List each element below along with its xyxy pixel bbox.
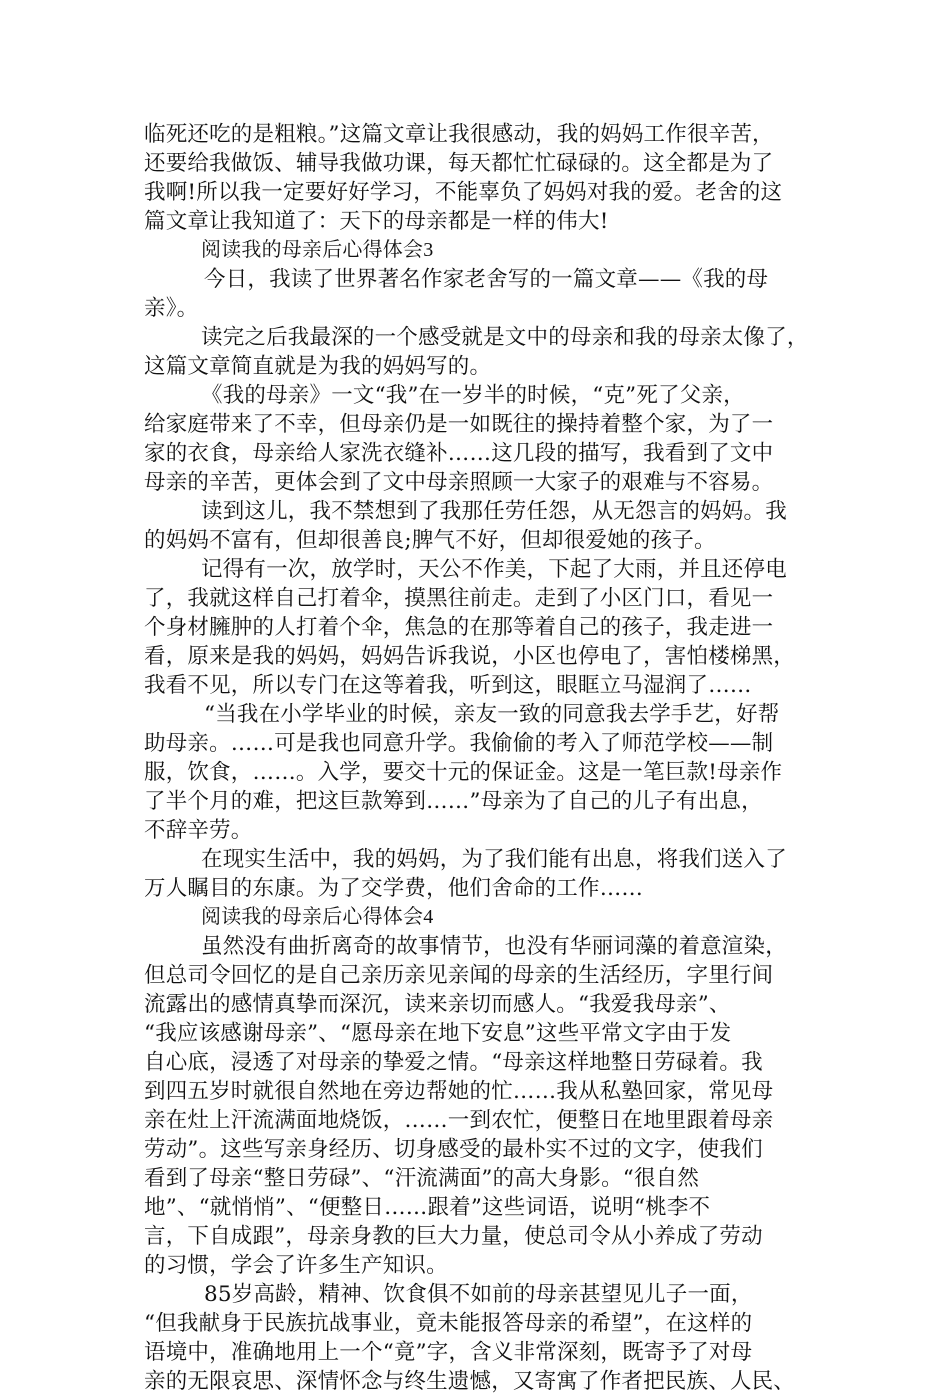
text-line: 亲在灶上汗流满面地烧饭，……一到农忙，便整日在地里跟着母亲 bbox=[144, 1108, 774, 1133]
text-line: 地”、“就悄悄”、“便整日……跟着”这些词语，说明“桃李不 bbox=[144, 1195, 711, 1220]
paragraph-first-line: 读完之后我最深的一个感受就是文中的母亲和我的母亲太像了， bbox=[201, 325, 809, 350]
text-line: 不辞辛劳。 bbox=[144, 818, 253, 843]
text-line: 这篇文章简直就是为我的妈妈写的。 bbox=[144, 354, 492, 379]
text-line: 的妈妈不富有，但却很善良;脾气不好，但却很爱她的孩子。 bbox=[144, 528, 716, 553]
text-line: 看，原来是我的妈妈，妈妈告诉我说，小区也停电了，害怕楼梯黑， bbox=[144, 644, 796, 669]
text-line: 还要给我做饭、辅导我做功课，每天都忙忙碌碌的。这全都是为了 bbox=[144, 151, 774, 176]
text-line: 言，下自成跟”，母亲身教的巨大力量，使总司令从小养成了劳动 bbox=[144, 1224, 763, 1249]
paragraph-first-line: 记得有一次，放学时，天公不作美，下起了大雨，并且还停电 bbox=[201, 557, 787, 582]
paragraph-first-line: 在现实生活中，我的妈妈，为了我们能有出息，将我们送入了 bbox=[201, 847, 787, 872]
text-line: 劳动”。这些写亲身经历、切身感受的最朴实不过的文字，使我们 bbox=[144, 1137, 763, 1162]
text-line: 流露出的感情真挚而深沉，读来亲切而感人。“我爱我母亲”、 bbox=[144, 992, 731, 1017]
section-heading: 阅读我的母亲后心得体会3 bbox=[201, 239, 434, 261]
paragraph-first-line: 85岁高龄，精神、饮食俱不如前的母亲甚望见儿子一面， bbox=[204, 1282, 753, 1307]
text-line: 万人瞩目的东康。为了交学费，他们舍命的工作…… bbox=[144, 876, 644, 901]
document-page bbox=[144, 120, 824, 1396]
text-line: 但总司令回忆的是自己亲历亲见亲闻的母亲的生活经历，字里行间 bbox=[144, 963, 774, 988]
text-line: 自心底，浸透了对母亲的挚爱之情。“母亲这样地整日劳碌着。我 bbox=[144, 1050, 763, 1075]
text-line: 给家庭带来了不幸，但母亲仍是一如既往的操持着整个家，为了一 bbox=[144, 412, 774, 437]
section-heading: 阅读我的母亲后心得体会4 bbox=[201, 906, 434, 928]
text-line: 亲的无限哀思、深情怀念与终生遗憾，又寄寓了作者把民族、人民、 bbox=[144, 1369, 796, 1394]
text-line: 了半个月的难，把这巨款筹到……”母亲为了自己的儿子有出息， bbox=[144, 789, 763, 814]
paragraph-first-line: 虽然没有曲折离奇的故事情节，也没有华丽词藻的着意渲染， bbox=[201, 934, 787, 959]
text-line: 临死还吃的是粗粮。”这篇文章让我很感动，我的妈妈工作很辛苦， bbox=[144, 122, 774, 147]
text-line: 母亲的辛苦，更体会到了文中母亲照顾一大家子的艰难与不容易。 bbox=[144, 470, 774, 495]
text-line: 我啊!所以我一定要好好学习，不能辜负了妈妈对我的爱。老舍的这 bbox=[144, 180, 783, 205]
text-line: 家的衣食，母亲给人家洗衣缝补……这几段的描写，我看到了文中 bbox=[144, 441, 774, 466]
paragraph-first-line: 读到这儿，我不禁想到了我那任劳任怨，从无怨言的妈妈。我 bbox=[201, 499, 787, 524]
text-line: 个身材臃肿的人打着个伞，焦急的在那等着自己的孩子，我走进一 bbox=[144, 615, 774, 640]
text-line: 亲》。 bbox=[144, 296, 199, 321]
text-line: “我应该感谢母亲”、“愿母亲在地下安息”这些平常文字由于发 bbox=[144, 1021, 732, 1046]
text-line: 篇文章让我知道了：天下的母亲都是一样的伟大! bbox=[144, 209, 609, 234]
paragraph-first-line: 今日，我读了世界著名作家老舍写的一篇文章——《我的母 bbox=[204, 267, 769, 292]
text-line: “但我献身于民族抗战事业，竟未能报答母亲的希望”，在这样的 bbox=[144, 1311, 753, 1336]
text-line: 了，我就这样自己打着伞，摸黑往前走。走到了小区门口，看见一 bbox=[144, 586, 774, 611]
text-line: 语境中，准确地用上一个“竟”字，含义非常深刻，既寄予了对母 bbox=[144, 1340, 753, 1365]
text-line: 到四五岁时就很自然地在旁边帮她的忙……我从私塾回家，常见母 bbox=[144, 1079, 774, 1104]
paragraph-first-line: “当我在小学毕业的时候，亲友一致的同意我去学手艺，好帮 bbox=[204, 702, 780, 727]
text-line: 服，饮食，……。入学，要交十元的保证金。这是一笔巨款!母亲作 bbox=[144, 760, 783, 785]
text-line: 我看不见，所以专门在这等着我，听到这，眼眶立马湿润了…… bbox=[144, 673, 752, 698]
text-line: 的习惯，学会了许多生产知识。 bbox=[144, 1253, 448, 1278]
text-line: 助母亲。……可是我也同意升学。我偷偷的考入了师范学校——制 bbox=[144, 731, 774, 756]
paragraph-first-line: 《我的母亲》一文“我”在一岁半的时候，“克”死了父亲， bbox=[201, 383, 745, 408]
text-line: 看到了母亲“整日劳碌”、“汗流满面”的高大身影。“很自然 bbox=[144, 1166, 700, 1191]
